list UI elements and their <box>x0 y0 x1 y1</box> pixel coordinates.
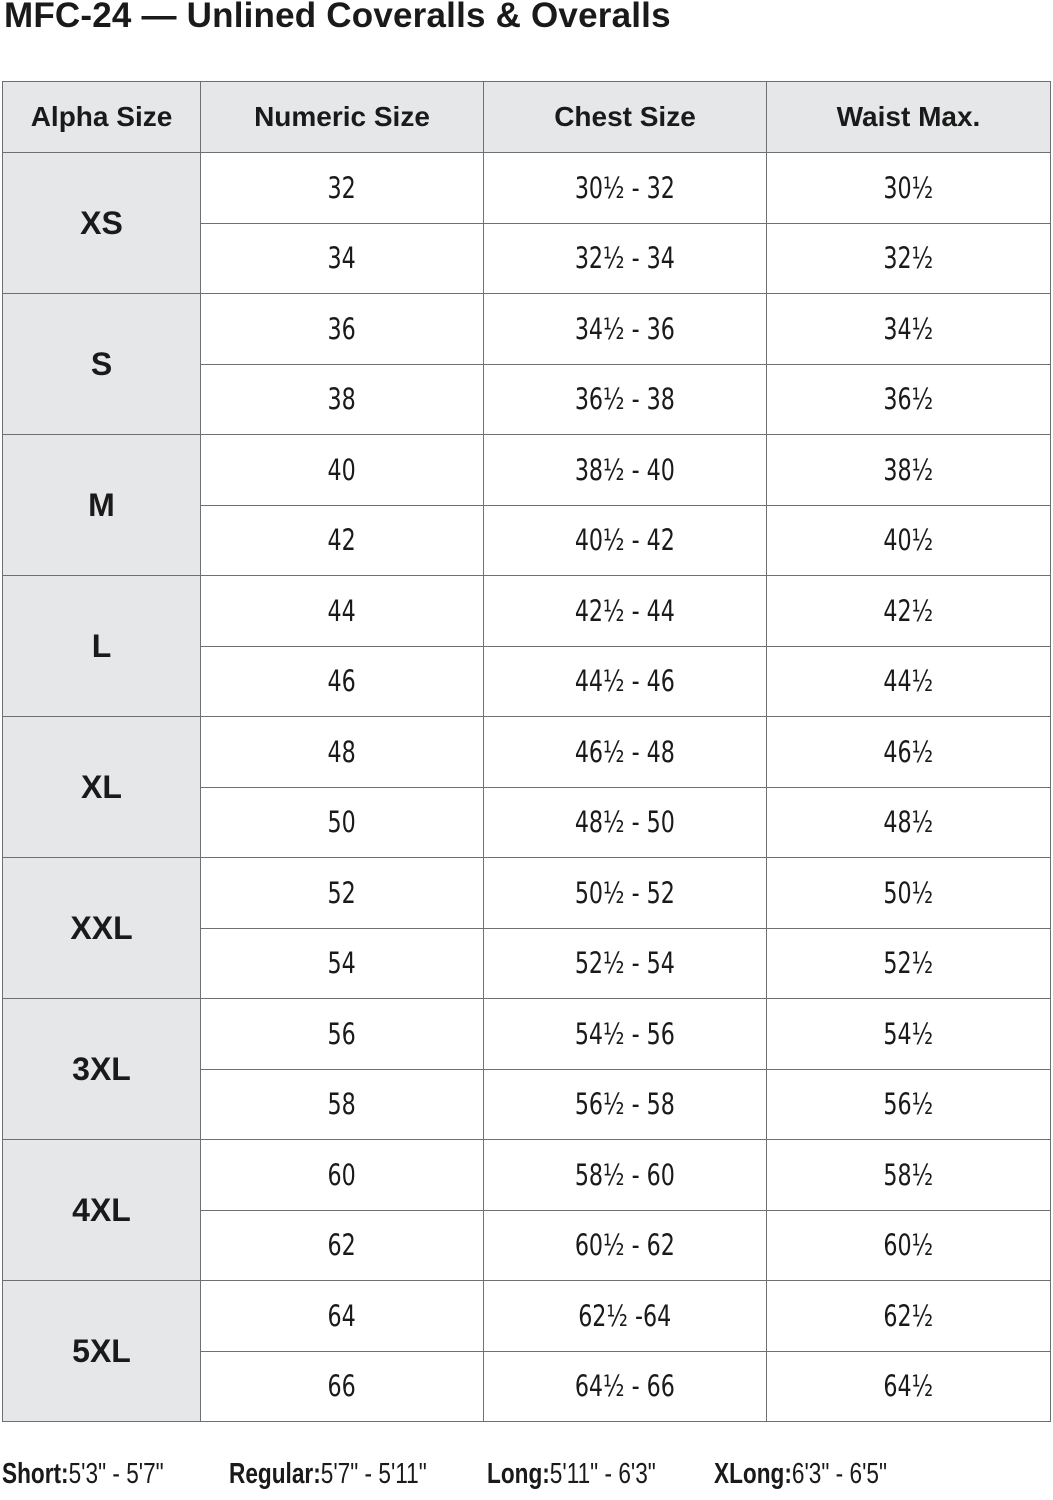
cell-value: 56½ <box>883 1087 934 1122</box>
chest-size-cell <box>484 717 767 788</box>
numeric-size-cell <box>201 646 484 717</box>
numeric-size-cell <box>201 717 484 788</box>
cell-value: 44 <box>327 593 357 628</box>
cell-value: 60½ - 62 <box>574 1228 676 1263</box>
page-title: MFC-24 — Unlined Coveralls & Overalls <box>4 0 671 35</box>
numeric-size-cell <box>201 787 484 858</box>
length-regular <box>229 1458 483 1491</box>
length-value: 5'7" - 5'11" <box>320 1458 427 1490</box>
chest-size-cell <box>484 1140 767 1211</box>
numeric-size-cell <box>201 1140 484 1211</box>
cell-value: 36 <box>327 311 357 346</box>
table-row <box>3 1140 1051 1211</box>
header-numeric-size: Numeric Size <box>201 82 484 153</box>
cell-value: 56½ - 58 <box>574 1087 676 1122</box>
length-label: XLong: <box>714 1458 792 1490</box>
cell-value: 48½ <box>883 805 934 840</box>
cell-value: 34½ <box>883 311 934 346</box>
cell-value: 66 <box>327 1369 357 1404</box>
waist-max-cell <box>767 858 1051 929</box>
numeric-size-cell <box>201 294 484 365</box>
cell-value: 48 <box>327 734 357 769</box>
waist-max-cell <box>767 435 1051 506</box>
waist-max-cell <box>767 999 1051 1070</box>
cell-value: 58½ - 60 <box>574 1157 676 1192</box>
cell-value: 64½ <box>883 1369 934 1404</box>
cell-value: 44½ - 46 <box>574 664 676 699</box>
waist-max-cell <box>767 787 1051 858</box>
cell-value: 46½ - 48 <box>574 734 676 769</box>
chest-size-cell <box>484 858 767 929</box>
header-waist-max: Waist Max. <box>767 82 1051 153</box>
cell-value: 46 <box>327 664 357 699</box>
table-row <box>3 717 1051 788</box>
alpha-size-cell: S <box>3 294 201 435</box>
chest-size-cell <box>484 153 767 224</box>
cell-value: 50 <box>327 805 357 840</box>
waist-max-cell <box>767 364 1051 435</box>
numeric-size-cell <box>201 1069 484 1140</box>
cell-value: 30½ - 32 <box>574 170 676 205</box>
length-label: Long: <box>487 1458 550 1490</box>
numeric-size-cell <box>201 858 484 929</box>
cell-value: 46½ <box>883 734 934 769</box>
chest-size-cell <box>484 1351 767 1422</box>
numeric-size-cell <box>201 1351 484 1422</box>
table-row <box>3 576 1051 647</box>
length-long <box>487 1458 703 1491</box>
cell-value: 40 <box>327 452 357 487</box>
cell-value: 64 <box>327 1298 357 1333</box>
alpha-size-cell: XXL <box>3 858 201 999</box>
cell-value: 40½ <box>883 523 934 558</box>
cell-value: 54 <box>327 946 357 981</box>
alpha-size-cell: 4XL <box>3 1140 201 1281</box>
cell-value: 52½ - 54 <box>574 946 676 981</box>
cell-value: 38½ - 40 <box>574 452 676 487</box>
cell-value: 50½ <box>883 875 934 910</box>
chest-size-cell <box>484 1210 767 1281</box>
alpha-size-cell: 3XL <box>3 999 201 1140</box>
cell-value: 58½ <box>883 1157 934 1192</box>
cell-value: 44½ <box>883 664 934 699</box>
numeric-size-cell <box>201 576 484 647</box>
cell-value: 52½ <box>883 946 934 981</box>
waist-max-cell <box>767 294 1051 365</box>
waist-max-cell <box>767 717 1051 788</box>
cell-value: 38½ <box>883 452 934 487</box>
cell-value: 38 <box>327 382 357 417</box>
length-short <box>2 1458 209 1491</box>
alpha-size-cell: L <box>3 576 201 717</box>
cell-value: 62½ -64 <box>578 1298 672 1333</box>
cell-value: 56 <box>327 1016 357 1051</box>
length-value: 5'11" - 6'3" <box>549 1458 656 1490</box>
waist-max-cell <box>767 505 1051 576</box>
table-row <box>3 153 1051 224</box>
numeric-size-cell <box>201 364 484 435</box>
table-row <box>3 435 1051 506</box>
table-row <box>3 1281 1051 1352</box>
cell-value: 52 <box>327 875 357 910</box>
cell-value: 42½ <box>883 593 934 628</box>
chest-size-cell <box>484 999 767 1070</box>
length-value: 5'3" - 5'7" <box>68 1458 164 1490</box>
numeric-size-cell <box>201 223 484 294</box>
cell-value: 60½ <box>883 1228 934 1263</box>
header-alpha-size: Alpha Size <box>3 82 201 153</box>
cell-value: 60 <box>327 1157 357 1192</box>
cell-value: 54½ - 56 <box>574 1016 676 1051</box>
chest-size-cell <box>484 435 767 506</box>
chest-size-cell <box>484 223 767 294</box>
numeric-size-cell <box>201 153 484 224</box>
cell-value: 64½ - 66 <box>574 1369 676 1404</box>
cell-value: 32½ - 34 <box>574 241 676 276</box>
cell-value: 34½ - 36 <box>574 311 676 346</box>
cell-value: 42½ - 44 <box>574 593 676 628</box>
chest-size-cell <box>484 1069 767 1140</box>
waist-max-cell <box>767 1210 1051 1281</box>
waist-max-cell <box>767 928 1051 999</box>
cell-value: 54½ <box>883 1016 934 1051</box>
cell-value: 62½ <box>883 1298 934 1333</box>
cell-value: 34 <box>327 241 357 276</box>
alpha-size-cell: XL <box>3 717 201 858</box>
length-label: Regular: <box>229 1458 321 1490</box>
chest-size-cell <box>484 294 767 365</box>
table-row <box>3 999 1051 1070</box>
chest-size-cell <box>484 928 767 999</box>
alpha-size-cell: 5XL <box>3 1281 201 1422</box>
cell-value: 30½ <box>883 170 934 205</box>
length-legend <box>0 1458 1053 1498</box>
cell-value: 36½ - 38 <box>574 382 676 417</box>
cell-value: 50½ - 52 <box>574 875 676 910</box>
waist-max-cell <box>767 576 1051 647</box>
waist-max-cell <box>767 223 1051 294</box>
table-row <box>3 294 1051 365</box>
alpha-size-cell: XS <box>3 153 201 294</box>
waist-max-cell <box>767 1351 1051 1422</box>
size-chart-body <box>3 153 1051 1422</box>
length-xlong <box>714 1458 936 1491</box>
chest-size-cell <box>484 787 767 858</box>
numeric-size-cell <box>201 505 484 576</box>
numeric-size-cell <box>201 1210 484 1281</box>
waist-max-cell <box>767 646 1051 717</box>
cell-value: 42 <box>327 523 357 558</box>
cell-value: 58 <box>327 1087 357 1122</box>
chest-size-cell <box>484 646 767 717</box>
waist-max-cell <box>767 1069 1051 1140</box>
cell-value: 32½ <box>883 241 934 276</box>
cell-value: 32 <box>327 170 357 205</box>
header-row <box>3 82 1051 153</box>
size-chart-table <box>2 81 1051 1422</box>
chest-size-cell <box>484 576 767 647</box>
table-row <box>3 858 1051 929</box>
waist-max-cell <box>767 1140 1051 1211</box>
numeric-size-cell <box>201 928 484 999</box>
waist-max-cell <box>767 1281 1051 1352</box>
header-chest-size: Chest Size <box>484 82 767 153</box>
chest-size-cell <box>484 505 767 576</box>
cell-value: 48½ - 50 <box>574 805 676 840</box>
length-label: Short: <box>2 1458 69 1490</box>
numeric-size-cell <box>201 999 484 1070</box>
chest-size-cell <box>484 1281 767 1352</box>
alpha-size-cell: M <box>3 435 201 576</box>
cell-value: 40½ - 42 <box>574 523 676 558</box>
numeric-size-cell <box>201 1281 484 1352</box>
chest-size-cell <box>484 364 767 435</box>
cell-value: 36½ <box>883 382 934 417</box>
waist-max-cell <box>767 153 1051 224</box>
cell-value: 62 <box>327 1228 357 1263</box>
numeric-size-cell <box>201 435 484 506</box>
length-value: 6'3" - 6'5" <box>791 1458 888 1490</box>
